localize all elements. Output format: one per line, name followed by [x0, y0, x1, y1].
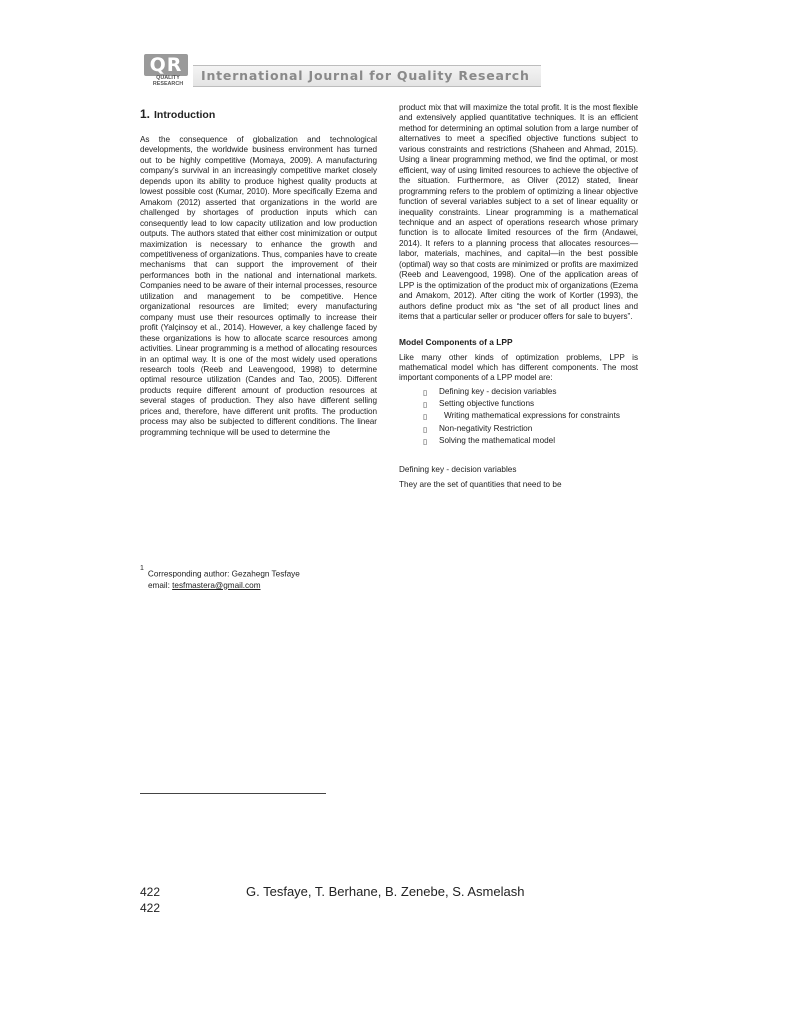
journal-logo: [141, 54, 193, 87]
running-footer-authors: G. Tesfaye, T. Berhane, B. Zenebe, S. Asmelash: [246, 884, 525, 899]
page-number-repeat: 422: [140, 901, 161, 915]
model-components-heading: Model Components of a LPP: [399, 336, 513, 347]
footnote-divider: [140, 793, 326, 794]
model-components-list: [399, 386, 638, 447]
section-heading: [140, 107, 377, 121]
list-item: [399, 423, 638, 435]
logo-caption-line1: QUALITY: [156, 75, 180, 81]
section-number: 1.: [140, 107, 151, 121]
footnote-author-text: Corresponding author: Gezahegn Tesfaye: [147, 569, 300, 579]
section-title: Introduction: [154, 109, 216, 121]
spacer: [140, 121, 377, 135]
footnote-marker: 1: [140, 565, 144, 572]
right-column: [399, 103, 638, 490]
footnote: [140, 566, 380, 591]
introduction-paragraph: As the consequence of globalization and technological developments, the worldwide business environment has turned out to be highly competitive (Momaya, 2009). A manufacturing company’s survival in an increasingly competitive market closely depends upon its ability to produce highest quality products at lowest possible cost (Kumar, 2010). More specifically Ezema and Amakom (2012) asserted that organizations in the world are challenged by shortages of production inputs which can consequently lead to low capacity utilization and low production outputs. The authors stated that either cost minimization or output maximization is necessary to enhance the growth and competitiveness of organizations. Thus, companies have to create mechanisms that can support the improvement of their performances both in the national and international markets. Companies need to be aware of their internal processes, resource utilization and management to be competitive. Hence organizational resources are limited; every manufacturing company must use their resources optimally to increase their profit (Yalçinsoy et al., 2014). However, a key challenge faced by these organizations is how to allocate scarce resources among activities. Linear programming is a method of allocating resources in an optimal way. It is one of the most widely used operations research tools (Reeb and Leavengood, 1998) to determine optimal resource utilization (Candes and Tao, 2005). Different products require different amount of production resources at several stages of production. They also have different selling prices and, therefore, have different unit profits. The production process may also be subjected to different conditions. The linear programming technique will be used to determine the: [140, 135, 377, 437]
list-item: [399, 435, 638, 447]
list-item-text: Setting objective functions: [439, 399, 535, 409]
footnote-email: [148, 580, 380, 591]
list-item-text: Writing mathematical expressions for constraints: [444, 411, 620, 421]
bullet-box-icon: ▯: [423, 412, 428, 422]
footnote-author: [140, 566, 380, 580]
bullet-box-icon: ▯: [423, 424, 428, 434]
logo-letters: QR: [149, 54, 183, 76]
email-link[interactable]: tesfmastera@gmail.com: [172, 580, 261, 590]
model-components-intro: Like many other kinds of optimization problems, LPP is mathematical model which has different components. The most important components of a LPP model are:: [399, 352, 638, 383]
list-item-text: Defining key - decision variables: [439, 386, 557, 396]
decision-variables-heading: Defining key - decision variables: [399, 465, 517, 475]
bullet-box-icon: ▯: [423, 437, 428, 447]
list-item-text: Non-negativity Restriction: [439, 423, 533, 433]
logo-caption-line2: RESEARCH: [152, 80, 184, 87]
left-column: [140, 107, 377, 438]
continued-paragraph: product mix that will maximize the total profit. It is the most flexible and extensively applied quantitative techniques. It is an efficient method for determining an optimal solution from a large number of alternatives to meet a specified objective functions subject to various constraints and restrictions (Shaheen and Ahmad, 2015). Using a linear programming method, we find the optimal, or most efficient, way of using limited resources to achieve the objective of the situation. Furthermore, as Oliver (2012) stated, linear programming refers to the problem of optimizing a linear objective function of several variables subject to a set of linear equality or inequality constraints. Linear programming is a mathematical technique and an aspect of operations research whose primary function is to allocate limited resources of the firm (Andawei, 2014). It refers to a planning process that allocates resources—labor, materials, machines, and capital—in the best possible (optimal) way so that costs are minimized or profits are maximized (Reeb and Leavengood, 1998). One of the application areas of LPP is the optimization of the product mix of organizations (Ezema and Amakom, 2012). After citing the work of Kortler (1993), the authors define product mix as “the set of all product lines and items that a particular seller or producer offers for sale to buyers”.: [399, 103, 638, 322]
list-item: [399, 410, 638, 422]
spacer: [399, 447, 638, 465]
journal-title-band: [193, 65, 541, 87]
logo-caption: [141, 76, 195, 87]
decision-variables-text: They are the set of quantities that need to be: [399, 479, 562, 489]
bullet-box-icon: ▯: [423, 387, 428, 397]
list-item: [399, 398, 638, 410]
bullet-box-icon: ▯: [423, 400, 428, 410]
page-number: 422: [140, 885, 161, 899]
journal-title: International Journal for Quality Research: [201, 68, 530, 83]
journal-header: [141, 51, 541, 89]
list-item: [399, 386, 638, 398]
list-item-text: Solving the mathematical model: [439, 436, 556, 446]
email-label: email:: [148, 580, 170, 590]
